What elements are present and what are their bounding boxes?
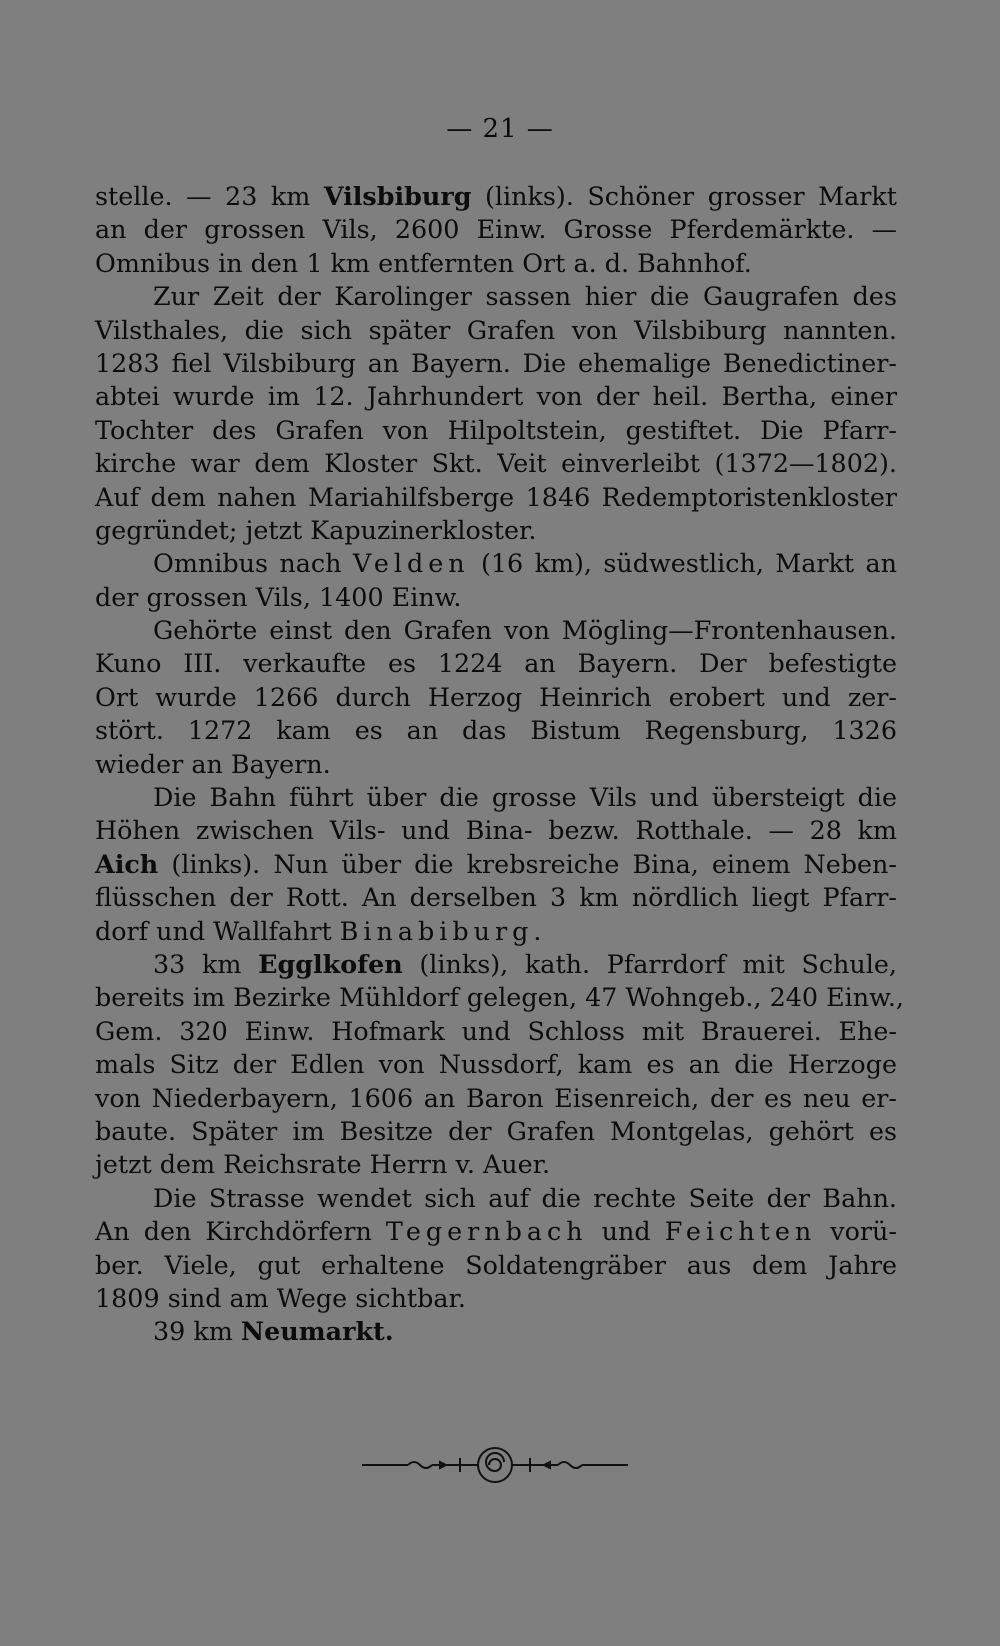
text-line [95, 614, 897, 647]
text-line [95, 1182, 897, 1215]
text-run: Ort wurde 1266 durch Herzog Heinrich erobert und zer- [95, 681, 897, 712]
text-line [95, 1115, 897, 1148]
text-run: kirche war dem Kloster Skt. Veit einverleibt (1372—1802). [95, 448, 897, 479]
place-name-spaced: Velden [352, 548, 470, 579]
text-line [95, 180, 897, 213]
text-run: . [533, 915, 542, 946]
text-line [95, 948, 897, 981]
text-line [95, 314, 897, 347]
text-line [95, 1215, 897, 1248]
text-line [95, 380, 897, 413]
text-line [95, 414, 897, 447]
text-run: Gem. 320 Einw. Hofmark und Schloss mit Brauerei. Ehe- [95, 1015, 897, 1046]
text-run: Höhen zwischen Vils- und Bina- bezw. Rotthale. — 28 km [95, 815, 897, 846]
text-run: und [587, 1216, 665, 1247]
text-line [95, 981, 905, 1014]
text-run: Kuno III. verkaufte es 1224 an Bayern. Der befestigte [95, 648, 897, 679]
text-line [95, 581, 897, 614]
text-line [95, 1148, 897, 1181]
text-run: Die Strasse wendet sich auf die rechte Seite der Bahn. [153, 1182, 897, 1213]
text-line [95, 714, 897, 747]
text-run: mals Sitz der Edlen von Nussdorf, kam es an die Herzoge [95, 1049, 897, 1080]
text-run: Omnibus in den 1 km entfernten Ort a. d. Bahnhof. [95, 247, 752, 278]
text-line [95, 481, 897, 514]
text-line [95, 1048, 897, 1081]
text-line [95, 247, 897, 280]
text-line [95, 347, 897, 380]
text-line [95, 1282, 897, 1315]
page-number: — 21 — [446, 114, 554, 144]
text-run: 39 km [153, 1316, 241, 1347]
text-run: wieder an Bayern. [95, 748, 331, 779]
text-line [95, 848, 897, 881]
text-line [95, 814, 897, 847]
text-run: Die Bahn führt über die grosse Vils und übersteigt die [153, 782, 897, 813]
place-name-spaced: Tegernbach [385, 1216, 588, 1247]
text-line [95, 514, 897, 547]
text-run: Tochter des Grafen von Hilpoltstein, gestiftet. Die Pfarr- [95, 414, 897, 445]
text-line [95, 881, 897, 914]
text-run: 1809 sind am Wege sichtbar. [95, 1282, 466, 1313]
text-run: abtei wurde im 12. Jahrhundert von der heil. Bertha, einer [95, 381, 897, 412]
text-line [95, 280, 897, 313]
text-run: gegründet; jetzt Kapuzinerkloster. [95, 514, 537, 545]
text-run: von Niederbayern, 1606 an Baron Eisenreich, der es neu er- [95, 1082, 897, 1113]
text-run: der grossen Vils, 1400 Einw. [95, 581, 462, 612]
text-line [95, 1082, 897, 1115]
text-line [95, 547, 897, 580]
text-line [95, 213, 897, 246]
text-run: (links), kath. Pfarrdorf mit Schule, [402, 948, 897, 979]
text-line [95, 781, 897, 814]
text-run: Vilsthales, die sich später Grafen von Vilsbiburg nannten. [95, 314, 897, 345]
text-run: vorü- [816, 1216, 897, 1247]
decorative-scroll-ornament-icon [360, 1440, 630, 1490]
text-line [95, 748, 897, 781]
text-run: ber. Viele, gut erhaltene Soldatengräber aus dem Jahre [95, 1249, 897, 1280]
text-line [95, 681, 897, 714]
text-line [95, 915, 897, 948]
text-line [95, 647, 897, 680]
body-text [95, 180, 905, 1349]
text-run: baute. Später im Besitze der Grafen Montgelas, gehört es [95, 1115, 897, 1146]
text-run: (16 km), südwestlich, Markt an [469, 548, 897, 579]
place-name-spaced: Binabiburg [339, 915, 534, 946]
text-run: Gehörte einst den Grafen von Mögling—Frontenhausen. [153, 615, 897, 646]
place-name-bold: Neumarkt. [240, 1316, 394, 1347]
place-name-spaced: Feichten [664, 1216, 817, 1247]
text-line [95, 1315, 897, 1348]
text-run: an der grossen Vils, 2600 Einw. Grosse Pferdemärkte. — [95, 214, 897, 245]
text-run: bereits im Bezirke Mühldorf gelegen, 47 Wohngeb., 240 Einw., [95, 982, 905, 1013]
place-name-bold: Aich [95, 848, 159, 879]
text-run: 1283 fiel Vilsbiburg an Bayern. Die ehemalige Benedictiner- [95, 347, 897, 378]
text-run: dorf und Wallfahrt [95, 915, 340, 946]
text-run: Zur Zeit der Karolinger sassen hier die Gaugrafen des [153, 281, 897, 312]
text-run: stelle. — 23 km [95, 181, 324, 211]
text-run: 33 km [153, 948, 259, 979]
text-run: flüsschen der Rott. An derselben 3 km nördlich liegt Pfarr- [95, 882, 897, 913]
text-run: Auf dem nahen Mariahilfsberge 1846 Redemptoristenkloster [95, 481, 897, 512]
text-run: jetzt dem Reichsrate Herrn v. Auer. [95, 1149, 551, 1180]
text-run: Omnibus nach [153, 548, 353, 579]
text-run: An den Kirchdörfern [95, 1216, 386, 1247]
text-line [95, 447, 897, 480]
text-line [95, 1015, 897, 1048]
text-run: (links). Schöner grosser Markt [471, 181, 897, 211]
place-name-bold: Vilsbiburg [323, 181, 472, 211]
place-name-bold: Egglkofen [258, 948, 403, 979]
text-run: stört. 1272 kam es an das Bistum Regensburg, 1326 [95, 715, 897, 746]
text-run: (links). Nun über die krebsreiche Bina, einem Neben- [158, 848, 897, 879]
text-line [95, 1249, 897, 1282]
